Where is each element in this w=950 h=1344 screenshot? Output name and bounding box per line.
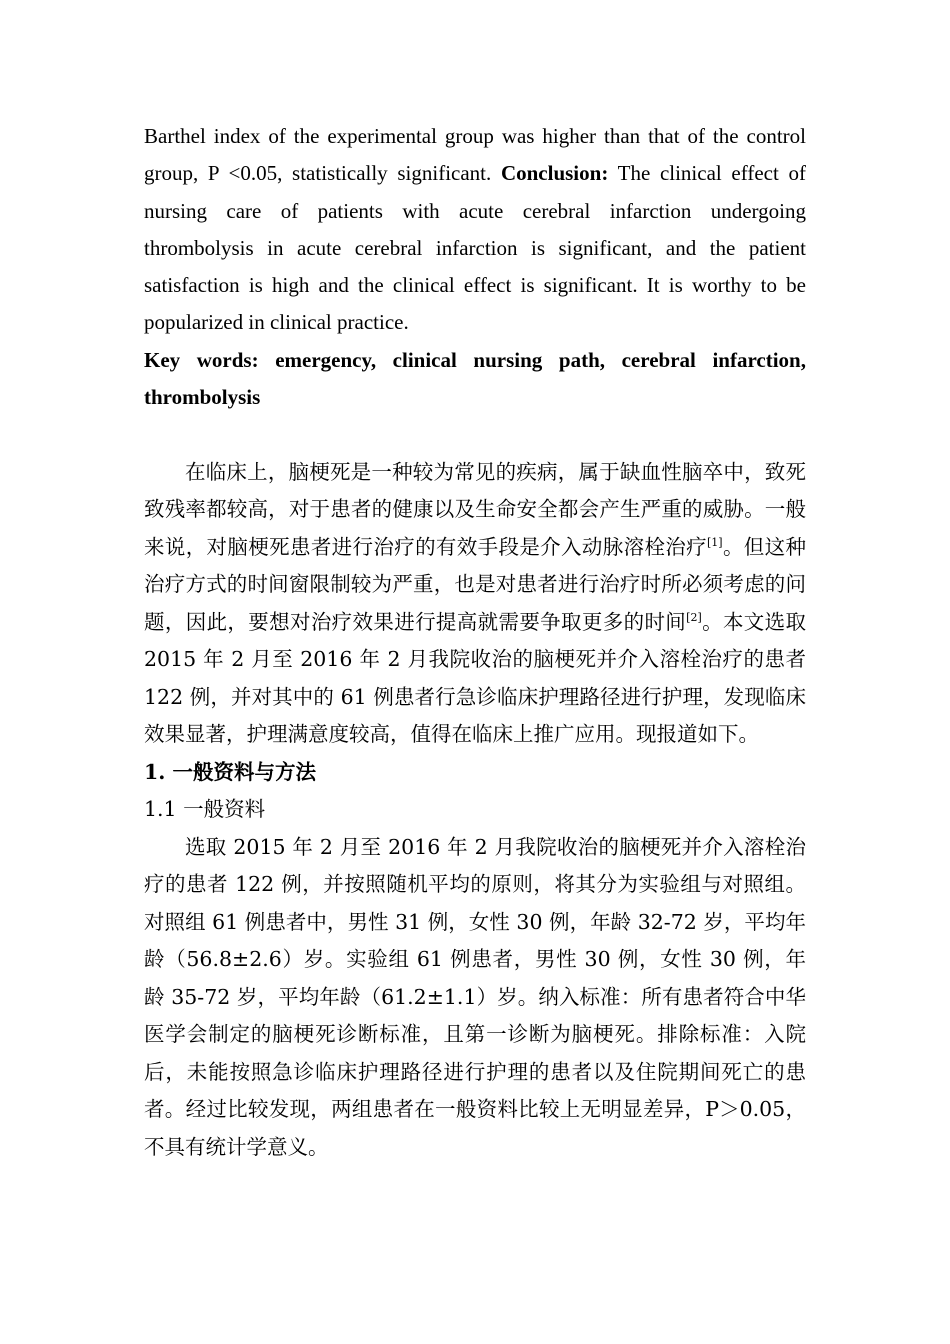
general-data-paragraph: 选取 2015 年 2 月至 2016 年 2 月我院收治的脑梗死并介入溶栓治疗的患者 122 例，并按照随机平均的原则，将其分为实验组与对照组。对照组 61 例患者中，男性 31 例，女性 30 例，年龄 32-72 岁，平均年龄（56.8±2.6）岁。实验组 61 例患者，男性 30 例，女性 30 例，年龄 35-72 岁，平均年龄（61.2±1.1）岁。纳入标准：所有患者符合中华医学会制定的脑梗死诊断标准，且第一诊断为脑梗死。排除标准：入院后，未能按照急诊临床护理路径进行护理的患者以及住院期间死亡的患者。经过比较发现，两组患者在一般资料比较上无明显差异，P＞0.05，不具有统计学意义。 (144, 834, 806, 1159)
keywords-text: emergency, clinical nursing path, cerebral infarction, thrombolysis (144, 347, 806, 410)
citation-ref-1: [1] (707, 535, 723, 549)
blank-line (144, 416, 806, 454)
intro-text-2: 。但这种治疗方式的时间窗限制较为严重，也是对患者进行治疗时所必须考虑的问题，因此，要想对治疗效果进行提高就需要争取更多的时间 (144, 534, 807, 634)
intro-text-3: 。本文选取 2015 年 2 月至 2016 年 2 月我院收治的脑梗死并介入溶栓治疗的患者 122 例，并对其中的 61 例患者行急诊临床护理路径进行护理，发现临床效果显著，护理满意度较高，值得在临床上推广应用。现报道如下。 (144, 609, 807, 747)
subsection-heading: 1.1 一般资料 (144, 797, 266, 822)
section-heading: 1. 一般资料与方法 (144, 759, 317, 784)
conclusion-label: Conclusion: (500, 161, 609, 186)
keywords-label: Key words: (144, 347, 259, 372)
conclusion-text: The clinical effect of nursing care of patients with acute cerebral infarction undergoing thrombolysis in acute cerebral infarction is significant, and the patient satisfaction is high and the clinical effect is significant. It is worthy to be popularized in clinical practice. (144, 161, 807, 335)
abstract-results-conclusion (144, 118, 806, 342)
intro-text-1: 在临床上，脑梗死是一种较为常见的疾病，属于缺血性脑卒中，致死致残率都较高，对于患者的健康以及生命安全都会产生严重的威胁。一般来说，对脑梗死患者进行治疗的有效手段是介入动脉溶栓治疗 (144, 459, 806, 559)
keywords-paragraph (144, 342, 806, 417)
document-page (144, 118, 806, 1166)
abstract-results-text: Barthel index of the experimental group was higher than that of the control group, P <0.05, statistically significant. (144, 124, 806, 186)
citation-ref-2: [2] (686, 610, 702, 624)
intro-paragraph (144, 454, 806, 754)
